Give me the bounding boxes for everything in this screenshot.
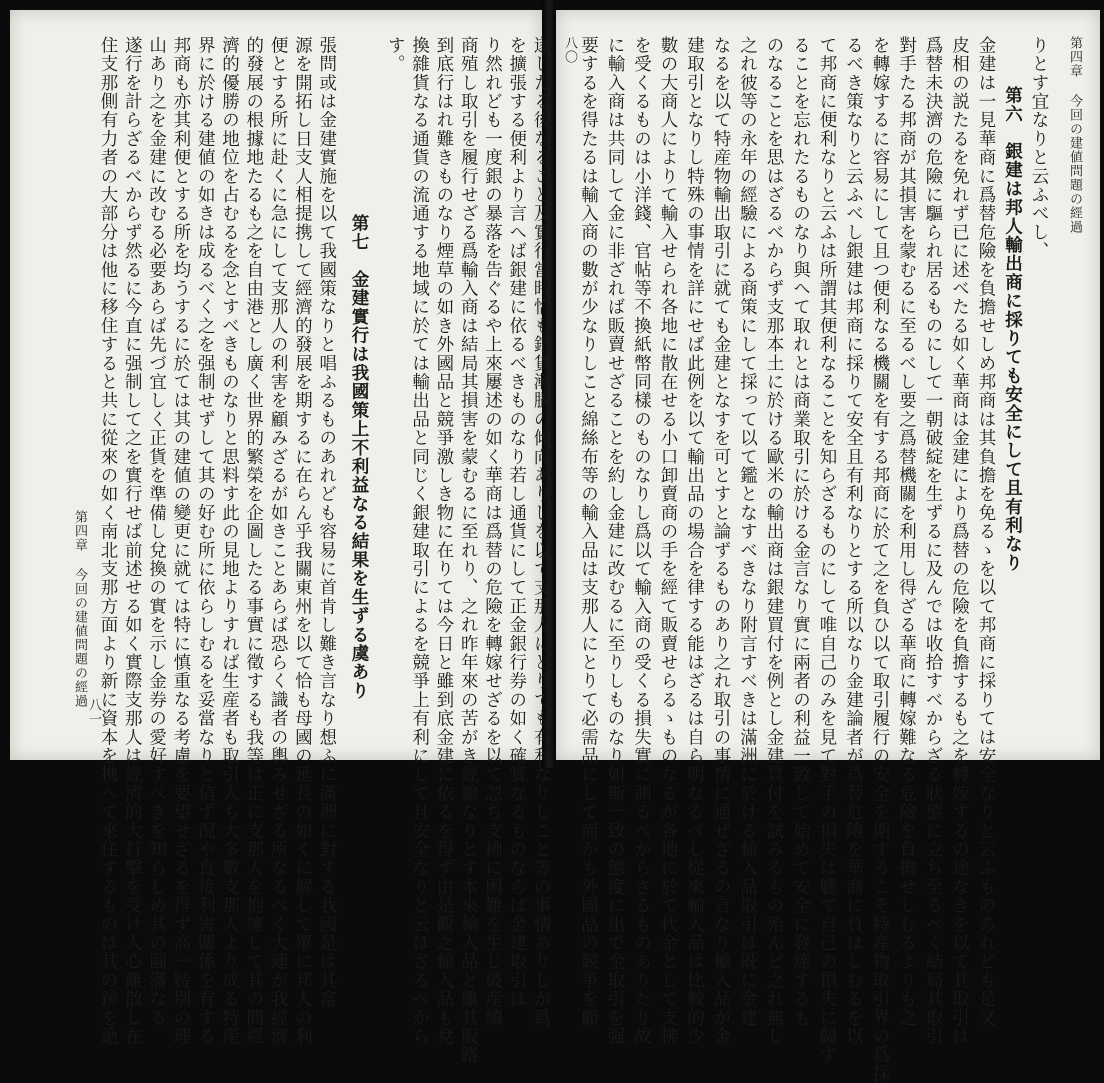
text-line: 山あり之を金建に改むる必要あらば先づ宜しく正貨を準備し兌換の實を示し金券の愛好すべきを知らしめ其の圓滿なる bbox=[146, 36, 167, 1028]
text-line: す。 bbox=[385, 36, 406, 74]
text-line: りとす宜なりと云ふべし、 bbox=[1029, 36, 1049, 261]
text-line: 界に於ける建値の如きは成るべく之を强制せずして其の好む所に依らしむるを妥當なりと信ず況や直接利害關係を有する bbox=[195, 36, 216, 1046]
text-line: 遂したる後なること及實行當時恰も銀貨漸騰の傾向ありしを以て支那人にとりても有利なりしこと等の事情ありしが爲 bbox=[531, 36, 552, 1028]
text-line: 數の大商人によりて輸入せられ各地に散在せる小口卸賣商の手を經て販賣せらるゝものなるが各地に於て代金として支拂 bbox=[658, 36, 678, 1046]
text-line: 源を開拓し日支人相提携して經濟的發展を期するに在らん乎我關東州を以て恰も母國の延長の如くに解して單に邦人の利 bbox=[292, 36, 313, 1046]
text-line: て邦商に便利なりと云ふは所謂其便利なることを知らざるものにして唯自己のみを見て對手の損失は軈て自己の損失に歸す bbox=[817, 36, 837, 1065]
text-line: り然れども一度銀の暴落を告ぐるや上來屢述の如く華商は爲替の危險を轉嫁せざるを以て忽ち支拂に困難を生じ破産續 bbox=[482, 36, 503, 1028]
text-line: 換雜貨なる通貨の流通する地域に於ては輸出品と同じく銀建取引によるを競爭上有利にして且安全なりと云はざるべから bbox=[409, 36, 430, 1046]
text-line: 濟的優勝の地位を占むるを念とすべきものなりと思料す此の見地よりすれば生産者も取引人も大多數支那人より成る特産 bbox=[219, 36, 240, 1046]
page-number: 八一 bbox=[86, 698, 101, 727]
text-line: 住支那側有力者の大部分は他に移住すると共に從來の如く南北支那方面より新に資本を携へて來住するものは其の跡を絶 bbox=[98, 36, 118, 1046]
page-80 bbox=[556, 10, 1100, 1083]
text-line: るべき策なりと云ふべし銀建は邦商に採りて安全且有利なりとする所以なり金建論者が爲替危險を華商に負はしむるを以 bbox=[843, 36, 864, 1046]
text-line: に輸入商は共同して金に非ざれば販賣せざることを約し金建に改むるに至りしものなり如斯一致の態度に出で金取引を强 bbox=[605, 36, 625, 1046]
page-number: 八〇 bbox=[562, 36, 577, 65]
text-line: 遂行を計らざるべからず然るに今直に强制して之を實行せば前述せる如く實際支那人は經濟的大打擊を受け人心離散し在 bbox=[122, 36, 143, 1046]
text-line: 皮相の説たるを免れず已に述べたる如く華商は金建により爲替の危險を負擔するも之を轉嫁するの途なきを以て其取引は bbox=[949, 36, 970, 1046]
text-line: を擴張する便利より言へば銀建に依るべきものなり若し通貨にして正金銀行券の如く確實なるものならば金建取引は bbox=[506, 36, 527, 1009]
text-line: 金建は一見華商に爲替危險を負擔せしめ邦商は其負擔を免るゝを以て邦商に採りては安全なりと云ふものあれども是又 bbox=[976, 36, 996, 1028]
text-line: のなることを思はざるべからず支那本土に於ける歐米の輸出商は銀建買付を例とし金建買付を試みるもの殆んど之れ無し bbox=[764, 36, 784, 1046]
text-line: を轉嫁するに容易にして且つ便利なる機關を有する邦商に於て之を負ひ以て取引履行の安全を期するこそ特産物取引界の爲採 bbox=[870, 36, 890, 1083]
text-line: 張問或は金建實施を以て我國策なりと唱ふるものあれども容易に首肯し難き言なり想ふに滿洲に對する我國是は其富 bbox=[316, 36, 337, 1009]
text-line: 要するを得たるは輸入商の數が少なりしこと綿絲布等の輸入品は支那人にとりて必需品にして而かも外國品の競爭を顧 bbox=[578, 36, 599, 1028]
text-line: を受くるものは小洋錢、官帖等不換紙幣同樣のものなりし爲以て輸入商の受くる損失實に測るべからざるものありたり故 bbox=[631, 36, 652, 1046]
text-line: 第六 銀建は邦人輸出商に採りても安全にして且有利なり bbox=[1002, 86, 1023, 573]
text-line: 對手たる邦商が其損害を蒙むるに至るべし要之爲替機關を利用し得ざる華商に轉嫁難なる危險を負擔せしむるよりも之 bbox=[896, 36, 917, 1028]
text-line: 建取引となりし特殊の事情を詳にせば此例を以て輸出品の場合を律する能はざるは自ら明なるべし從來輸入品は比較的少 bbox=[684, 36, 705, 1046]
page-81 bbox=[10, 10, 552, 1065]
text-line: 之れ彼等の永年の經驗による商策にして採って以て鑑となすべきなり附言すべきは滿洲に於ける輸入品取引は既に金建 bbox=[737, 36, 758, 1028]
text-line: 到底行はれ難きものなり煙草の如き外國品と競爭激しき物に在りては今日と雖到底金建に依るを得ず由是觀之輸入品も兌 bbox=[433, 36, 454, 1046]
text-line: 商殖し取引を履行せざる爲輸入商は結局其損害を蒙むるに至れり、之れ昨年來の苦がき經驗なりとす本來輸入品と雖其販路 bbox=[458, 36, 479, 1065]
text-line: 的發展の根據地たるも之を自由港とし廣く世界的繁榮を企圖したる事實に徵するも我等は正に支那人を抱擁して其の間經 bbox=[243, 36, 264, 1046]
text-line: 爲替未決濟の危險に驅られ居るものにして一朝破綻を生ずるに及んでは收拾すべからざる狀態に立ち至るべく結局其取引 bbox=[923, 36, 943, 1046]
running-head: 第四章 今回の建値問題の經過 bbox=[72, 510, 87, 708]
text-line: ることを忘れたるものなり與へて取れとは商業取引に於ける金言なり實に兩者の利益一致して始めて安全に發達するも bbox=[790, 36, 811, 1028]
text-line: 第七 金建實行は我國策上不利益なる結果を生ずる虞あり bbox=[349, 214, 369, 701]
text-line: なるを以て特産物輸出取引に就ても金建となすを可とすと論ずるものあり之れ取引の事情に通ぜざるの言なり輸入品が金 bbox=[711, 36, 731, 1046]
text-line: 邦商も亦其利便とする所を均うするに於ては其の建値の變更に就ては特に慎重なる考慮を要望せざるを得ず高一特別の理 bbox=[170, 36, 191, 1046]
running-head: 第四章 今回の建値問題の經過 bbox=[1067, 36, 1082, 234]
text-line: 便とする所に赴くに急にして支那人の利害を顧みざるが如きことあらば恐らく識者の輿みせざる所なるべく大連が我經濟 bbox=[268, 36, 289, 1046]
